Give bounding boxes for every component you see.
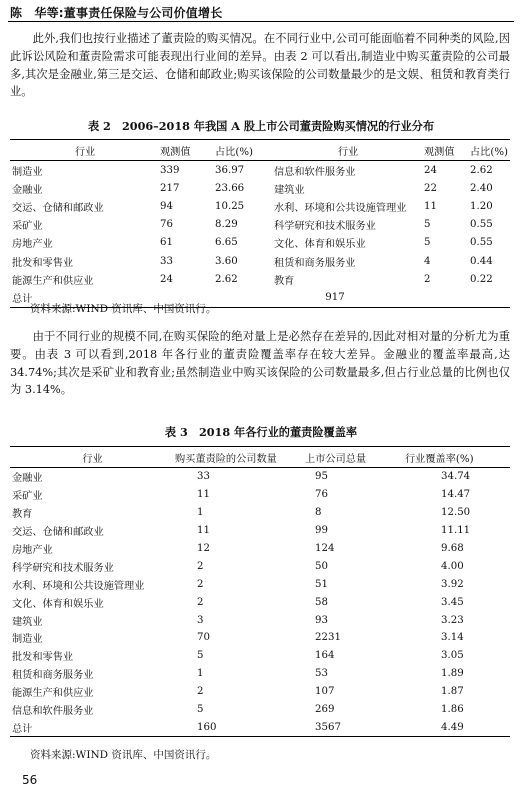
table-row [10, 665, 510, 683]
table-cell: 53 [315, 668, 328, 680]
table-cell: 58 [315, 596, 328, 608]
table-cell: 70 [197, 632, 210, 644]
table-cell: 4 [424, 255, 431, 267]
table-cell: 能源生产和供应业 [12, 275, 94, 287]
table-cell: 1.89 [441, 668, 464, 680]
table-cell: 1 [197, 507, 204, 519]
paragraph-2: 由于不同行业的规模不同,在购买保险的绝对量上是必然存在差异的,因此对相对量的分析尤为重要。由表 3 可以看到,2018 年各行业的董责险覆盖率存在较大差异。金融业的覆盖率最高,达 34.74%;其次是采矿业和教育业;虽然制造业中购买该保险的公司数量最多,但占行业总量的比例也仅为 3.14%。 [10, 330, 510, 397]
table-cell: 3.23 [441, 614, 464, 626]
table2-header: 占比(%) [215, 140, 272, 161]
table-cell: 164 [315, 650, 335, 662]
table-cell: 4.49 [405, 718, 510, 736]
table-cell: 76 [315, 489, 328, 501]
table-cell: 94 [160, 200, 173, 212]
table-row [10, 557, 510, 575]
table-row [10, 701, 510, 719]
table-cell: 2 [424, 273, 431, 285]
table-cell: 3.05 [441, 650, 464, 662]
table-cell: 24 [160, 273, 173, 285]
table-cell: 34.74 [441, 471, 471, 483]
table-cell: 33 [160, 255, 173, 267]
table-cell: 总计 [10, 718, 175, 736]
table-cell: 3.92 [441, 578, 464, 590]
table-row [10, 234, 510, 252]
table-cell: 22 [424, 182, 437, 194]
table-cell: 10.25 [215, 200, 245, 212]
table3-caption: 表 3 2018 年各行业的董责险覆盖率 [164, 425, 358, 439]
table-cell: 2.40 [470, 182, 493, 194]
table-cell: 教育 [12, 509, 33, 521]
table-cell: 11 [197, 489, 210, 501]
table-cell: 24 [424, 164, 437, 176]
table2-header: 占比(%) [470, 140, 510, 161]
table-cell: 12 [197, 543, 210, 554]
table3-total-row [10, 718, 510, 736]
table-cell: 9.68 [441, 543, 464, 554]
table-cell: 4.00 [441, 560, 464, 572]
table-cell: 科学研究和技术服务业 [274, 221, 376, 233]
table-row [10, 611, 510, 629]
table-cell: 3567 [305, 718, 405, 736]
table-cell: 租赁和商务服务业 [12, 670, 94, 682]
page-number: 56 [22, 773, 38, 787]
paragraph-1: 此外,我们也按行业描述了董责险的购买情况。在不同行业中,公司可能面临着不同种类的风险,因此诉讼风险和董责险需求可能表现出行业间的差异。由表 2 可以看出,制造业中购买董责险的公司最多,其次是金融业,第三是交运、仓储和邮政业;购买该保险的公司数量最少的是文娱、租赁和教育类行业。 [10, 32, 510, 99]
table-cell: 制造业 [12, 166, 43, 178]
table-cell: 95 [315, 471, 328, 483]
table-cell: 1.20 [470, 200, 493, 212]
table-cell: 交运、仓储和邮政业 [12, 527, 104, 539]
table-cell: 建筑业 [274, 184, 305, 196]
table-cell: 教育 [274, 275, 295, 287]
table-row [10, 252, 510, 270]
table2 [10, 139, 510, 308]
table-cell: 水利、环境和公共设施管理业 [274, 202, 407, 214]
table-cell: 科学研究和技术服务业 [12, 562, 114, 574]
table2-caption: 表 2 2006–2018 年我国 A 股上市公司董责险购买情况的行业分布 [87, 119, 435, 133]
table-cell: 6.65 [215, 237, 238, 249]
table-cell: 2 [197, 578, 204, 590]
table-cell: 5 [197, 704, 204, 716]
table-cell: 批发和零售业 [12, 652, 74, 664]
table-cell: 269 [315, 704, 335, 716]
table-cell: 11 [424, 200, 437, 212]
table2-header: 观测值 [160, 140, 215, 161]
table-row [10, 161, 510, 180]
table-cell: 金融业 [12, 473, 43, 485]
table-cell: 5 [197, 650, 204, 662]
table-cell: 8 [315, 507, 322, 519]
table-cell: 交运、仓储和邮政业 [12, 202, 104, 214]
table-cell: 11 [197, 525, 210, 537]
header-rule [8, 21, 514, 22]
table-cell: 批发和零售业 [12, 257, 74, 269]
table-cell: 采矿业 [12, 491, 43, 503]
table3-source-note: 资料来源:WIND 资讯库、中国资讯行。 [30, 749, 217, 761]
table-cell: 217 [160, 182, 180, 194]
table-cell: 1.86 [441, 704, 464, 716]
table-cell: 0.44 [470, 255, 493, 267]
table2-header-row [10, 140, 510, 161]
table-cell: 2.62 [215, 273, 238, 285]
table-cell: 11.11 [441, 525, 471, 537]
table2-source-note: 资料来源:WIND 资讯库、中国资讯行。 [30, 303, 217, 315]
table-cell: 0.55 [470, 237, 493, 249]
table2-header: 行业 [272, 140, 424, 161]
table-cell: 文化、体育和娱乐业 [274, 239, 366, 251]
table-cell: 3.60 [215, 255, 238, 267]
table-cell: 61 [160, 237, 173, 249]
table2-total-value: 917 [160, 288, 510, 307]
table-cell: 5 [424, 219, 431, 231]
table-cell: 3.14 [441, 632, 464, 644]
table2-header: 行业 [10, 140, 160, 161]
table-cell: 2 [197, 686, 204, 698]
table-cell: 33 [197, 471, 210, 483]
table-cell: 能源生产和供应业 [12, 688, 94, 700]
table3-header: 行业覆盖率(%) [405, 447, 510, 468]
table-cell: 99 [315, 525, 328, 537]
table-row [10, 486, 510, 504]
table-cell: 36.97 [215, 164, 245, 176]
table-cell: 信息和软件服务业 [274, 166, 356, 178]
table3-header-row [10, 447, 510, 468]
table-row [10, 504, 510, 522]
table2-total-label: 总计 [10, 288, 160, 307]
table-cell: 制造业 [12, 634, 43, 646]
table-row [10, 540, 510, 558]
table-cell: 0.22 [470, 273, 493, 285]
table-cell: 8.29 [215, 219, 238, 231]
table-cell: 2231 [315, 632, 341, 644]
table-cell: 3.45 [441, 596, 464, 608]
table-cell: 12.50 [441, 507, 471, 519]
table3 [10, 446, 510, 737]
table-cell: 金融业 [12, 184, 43, 196]
table-cell: 0.55 [470, 219, 493, 231]
table-cell: 50 [315, 560, 328, 572]
running-header: 陈 华等:董事责任保险与公司价值增长 [10, 6, 223, 20]
table-row [10, 647, 510, 665]
table-cell: 124 [315, 543, 335, 554]
table-row [10, 683, 510, 701]
table-row [10, 270, 510, 288]
table3-header: 上市公司总量 [305, 447, 405, 468]
table-cell: 14.47 [441, 489, 471, 501]
table-cell: 2 [197, 560, 204, 572]
table-cell: 1 [197, 668, 204, 680]
table2-header: 观测值 [424, 140, 470, 161]
table-cell: 5 [424, 237, 431, 249]
table-cell: 房地产业 [12, 239, 53, 251]
table-cell: 93 [315, 614, 328, 626]
table-cell: 160 [175, 718, 305, 736]
table-cell: 租赁和商务服务业 [274, 257, 356, 269]
table-row [10, 575, 510, 593]
table-cell: 3 [197, 614, 204, 626]
table-cell: 文化、体育和娱乐业 [12, 598, 104, 610]
table3-header: 行业 [10, 447, 175, 468]
table-cell: 房地产业 [12, 545, 53, 556]
table-row [10, 593, 510, 611]
table-cell: 水利、环境和公共设施管理业 [12, 580, 145, 592]
table-row [10, 629, 510, 647]
table-cell: 1.87 [441, 686, 464, 698]
table-cell: 23.66 [215, 182, 245, 194]
table-row [10, 197, 510, 215]
table-row [10, 216, 510, 234]
table-row [10, 179, 510, 197]
table-row [10, 522, 510, 540]
table-cell: 107 [315, 686, 335, 698]
table3-header: 购买董责险的公司数量 [175, 447, 305, 468]
table-row [10, 468, 510, 486]
table-cell: 51 [315, 578, 328, 590]
table-cell: 信息和软件服务业 [12, 706, 94, 718]
table-cell: 2.62 [470, 164, 493, 176]
table-cell: 339 [160, 164, 180, 176]
table-cell: 76 [160, 219, 173, 231]
table-cell: 建筑业 [12, 616, 43, 628]
table-cell: 采矿业 [12, 221, 43, 233]
table-cell: 2 [197, 596, 204, 608]
